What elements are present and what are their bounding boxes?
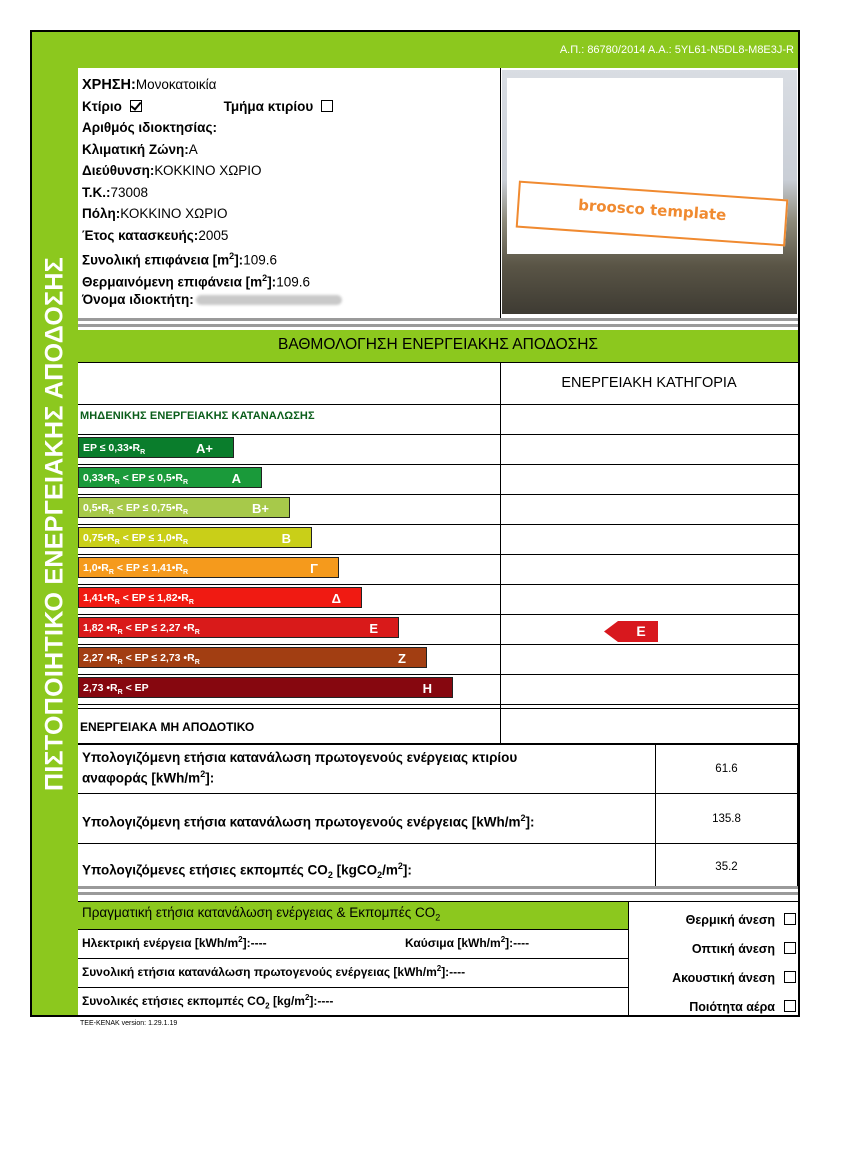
- certificate-id: Α.Π.: 86780/2014 Α.Α.: 5YL61-N5DL8-M8E3J-R: [559, 44, 794, 56]
- certificate-frame: [30, 30, 800, 1017]
- rating-bar-range: 1,82 $•R_R$ < EP ≤ 2,27 $•R_R$: [83, 622, 200, 637]
- co2-value: 35.2: [715, 861, 738, 873]
- rating-bar-code: Ε: [369, 621, 378, 636]
- ref-consumption-label: Υπολογιζόμενη ετήσια κατανάλωση πρωτογενούς ενέργειας κτιρίου αναφοράς $[kWh/m^2]$:: [82, 750, 518, 786]
- city-row: Πόλη:ΚΟΚΚΙΝΟ ΧΩΡΙΟ: [82, 206, 228, 221]
- total-area-row: Συνολική επιφάνεια $[m^2]:109.6$: [82, 251, 277, 268]
- emissions-row: Συνολικές ετήσιες εκπομπές $CO_2$ $[kg/m^2]:----$: [82, 993, 334, 1011]
- climate-zone-row: Κλιματική Ζώνη:Α: [82, 141, 198, 157]
- rating-bar-range: $1,41•R_R$ < EP ≤ $1,82•R_R$: [83, 592, 194, 607]
- postal-code-row: Τ.Κ.:73008: [82, 184, 149, 200]
- inefficient-label: ΕΝΕΡΓΕΙΑΚΑ ΜΗ ΑΠΟΔΟΤΙΚΟ: [80, 720, 255, 734]
- actual-title: Πραγματική ετήσια κατανάλωση ενέργειας & Εκπομπές $CO_2$: [82, 905, 441, 923]
- template-stamp: broosco template: [516, 181, 789, 247]
- category-header: ΕΝΕΡΓΕΙΑΚΗ ΚΑΤΗΓΟΡΙΑ: [561, 375, 737, 391]
- rating-title: ΒΑΘΜΟΛΟΓΗΣΗ ΕΝΕΡΓΕΙΑΚΗΣ ΑΠΟΔΟΣΗΣ: [278, 336, 598, 353]
- address-row: Διεύθυνση:ΚΟΚΚΙΝΟ ΧΩΡΙΟ: [82, 163, 262, 178]
- rating-bar-code: A: [231, 471, 241, 486]
- electric-row: Ηλεκτρική ενέργεια $[kWh/m^2]:----$: [82, 935, 267, 950]
- current-category-label: Ε: [636, 623, 646, 639]
- rating-bar-range: $0,5•R_R$ < EP ≤ $0,75•R_R$: [83, 502, 189, 517]
- heated-area-row: Θερμαινόμενη επιφάνεια $[m^2]:109.6$: [82, 272, 310, 289]
- rating-bar-code: Δ: [331, 591, 341, 606]
- rating-bar-code: A+: [196, 441, 213, 456]
- version-label: TEE-KENAK version: 1.29.1.19: [80, 1020, 178, 1027]
- building-type-row: Κτίριο Τμήμα κτιρίου: [82, 96, 500, 118]
- rating-bar-code: B: [281, 531, 291, 546]
- co2-label: Υπολογιζόμενες ετήσιες εκπομπές $CO_2$ $[kgCO_2/m^2]$:: [82, 861, 412, 881]
- zero-consumption-label: ΜΗΔΕΝΙΚΗΣ ΕΝΕΡΓΕΙΑΚΗΣ ΚΑΤΑΝΑΛΩΣΗΣ: [80, 410, 315, 422]
- calc-consumption-label: Υπολογιζόμενη ετήσια κατανάλωση πρωτογενούς ενέργειας $[kWh/m^2]$:: [82, 813, 535, 830]
- fuel-row: Καύσιμα $[kWh/m^2]:----$: [405, 935, 530, 950]
- rating-bar-code: Γ: [310, 561, 318, 576]
- ref-consumption-value: 61.6: [715, 763, 738, 775]
- comfort-visual: Οπτική άνεση: [630, 942, 796, 956]
- rating-bar-code: B+: [252, 501, 269, 516]
- calc-consumption-value: 135.8: [712, 813, 741, 825]
- rating-bar-code: Η: [422, 681, 432, 696]
- comfort-air: Ποιότητα αέρα: [630, 1000, 796, 1014]
- comfort-thermal: Θερμική άνεση: [630, 913, 796, 927]
- rating-bar-range: EP ≤ $0,33•R_R$: [83, 442, 146, 457]
- rating-bar-range: 2,73 $•R_R$ < EP: [83, 682, 149, 697]
- rating-bar-range: $0,75•R_R$ < EP ≤ $1,0•R_R$: [83, 532, 189, 547]
- rating-bar-range: $0,33•R_R$ < EP ≤ $0,5•R_R$: [83, 472, 189, 487]
- comfort-acoustic: Ακουστική άνεση: [630, 971, 796, 985]
- rating-bar-range: 2,27 $•R_R$ < EP ≤ 2,73 $•R_R$: [83, 652, 200, 667]
- year-row: Έτος κατασκευής:2005: [82, 227, 229, 243]
- primary-energy-row: Συνολική ετήσια κατανάλωση πρωτογενούς ενέργειας $[kWh/m^2]:----$: [82, 964, 466, 979]
- owner-row: Όνομα ιδιοκτήτη:: [82, 289, 500, 311]
- property-no-row: Αριθμός ιδιοκτησίας:: [82, 120, 217, 135]
- rating-bar-code: Ζ: [398, 651, 406, 666]
- rating-bar-range: $1,0•R_R$ < EP ≤ $1,41•R_R$: [83, 562, 189, 577]
- use-row: ΧΡΗΣΗ:Μονοκατοικία: [82, 77, 217, 93]
